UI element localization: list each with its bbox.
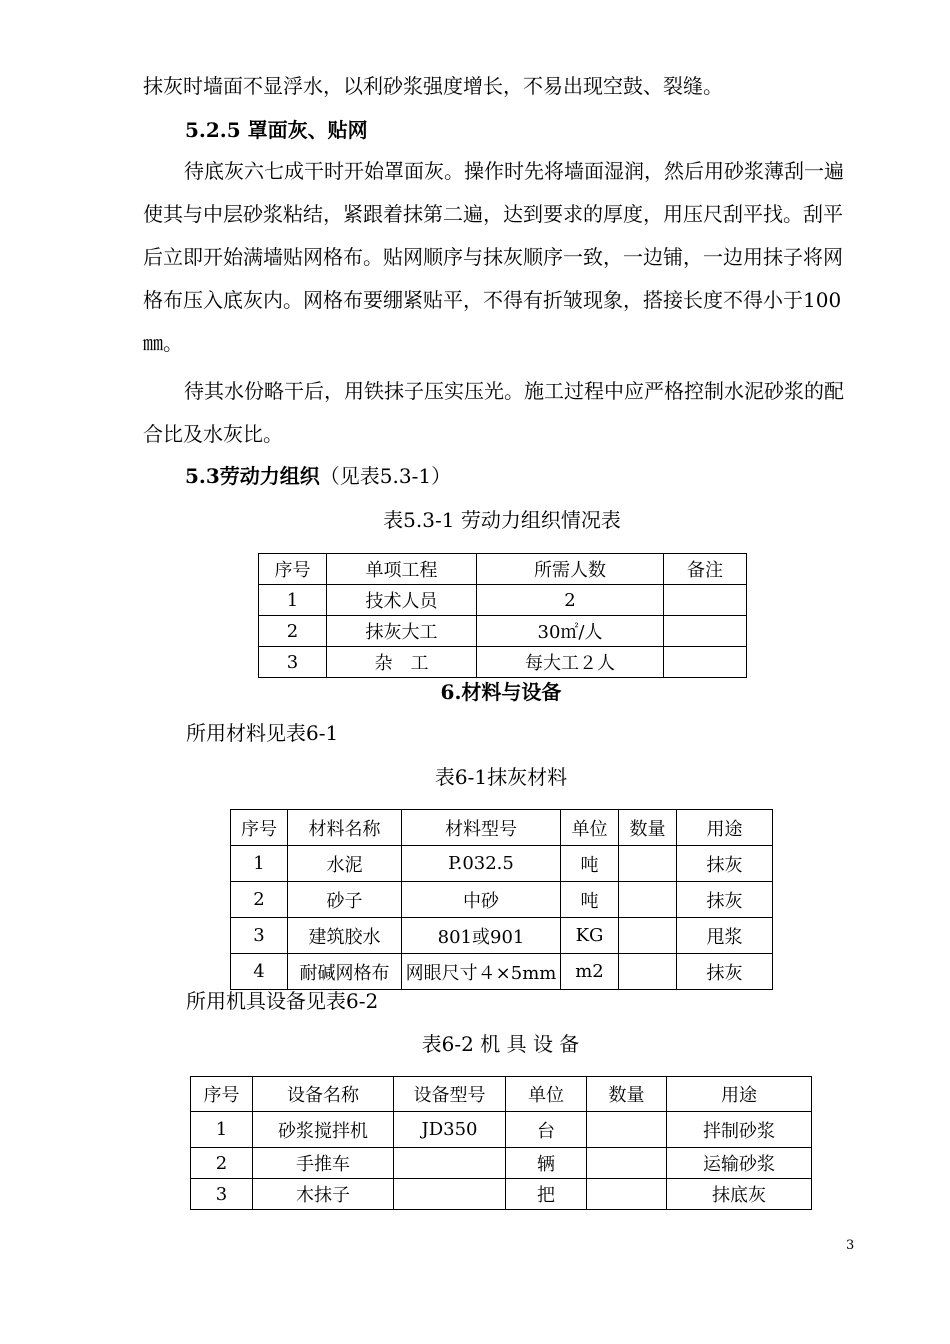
table-cell: 台 — [506, 1112, 587, 1148]
table-cell — [664, 647, 747, 678]
table-cell: 30㎡/人 — [477, 616, 664, 647]
table-cell: 网眼尺寸４×5mm — [402, 954, 561, 990]
table-cell: 砂子 — [288, 882, 402, 918]
table-cell: 2 — [259, 616, 327, 647]
table-cell: 抹灰 — [677, 882, 773, 918]
table-cell: 3 — [231, 918, 288, 954]
table-cell: 把 — [506, 1179, 587, 1210]
table-row — [191, 1112, 812, 1148]
table-cell — [619, 882, 677, 918]
table-cell — [394, 1179, 506, 1210]
table-cell — [587, 1179, 667, 1210]
table-cell: 拌制砂浆 — [667, 1112, 812, 1148]
table-cell: P.032.5 — [402, 846, 561, 882]
table-cell — [587, 1148, 667, 1179]
table-row — [259, 647, 747, 678]
table-header-cell: 数量 — [619, 810, 677, 846]
table-header-cell: 序号 — [259, 554, 327, 585]
table-cell: 4 — [231, 954, 288, 990]
table-cell: 杂 工 — [327, 647, 477, 678]
table-header-cell: 设备型号 — [394, 1077, 506, 1112]
table-cell — [394, 1148, 506, 1179]
table-cell: 甩浆 — [677, 918, 773, 954]
table-cell — [619, 918, 677, 954]
table-header-cell: 用途 — [667, 1077, 812, 1112]
table-header-cell: 单项工程 — [327, 554, 477, 585]
table-cell — [587, 1112, 667, 1148]
table-row — [259, 585, 747, 616]
table-cell — [664, 585, 747, 616]
table-header-cell: 备注 — [664, 554, 747, 585]
table-cell: 抹灰 — [677, 954, 773, 990]
table-cell: KG — [561, 918, 619, 954]
heading-5-3-note: （见表5.3-1） — [319, 464, 452, 488]
heading-5-2-5: 5.2.5 罩面灰、贴网 — [185, 118, 368, 142]
table-row — [231, 918, 773, 954]
table-cell: 吨 — [561, 882, 619, 918]
table-cell: 吨 — [561, 846, 619, 882]
equipment-intro: 所用机具设备见表6-2 — [186, 989, 379, 1013]
table-cell: 耐碱网格布 — [288, 954, 402, 990]
table-cell: 水泥 — [288, 846, 402, 882]
paragraph-2: 待其水份略干后，用铁抹子压实压光。施工过程中应严格控制水泥砂浆的配合比及水灰比。 — [143, 379, 844, 446]
table-header-cell: 所需人数 — [477, 554, 664, 585]
page-number: 3 — [846, 1238, 855, 1253]
table-cell: 砂浆搅拌机 — [253, 1112, 394, 1148]
materials-intro: 所用材料见表6-1 — [186, 721, 339, 745]
table-row — [191, 1179, 812, 1210]
table-cell: 1 — [259, 585, 327, 616]
heading-5-3-title: 5.3劳动力组织 — [185, 464, 320, 488]
table-cell: 抹灰大工 — [327, 616, 477, 647]
table-cell: 抹灰 — [677, 846, 773, 882]
table-cell: 每大工２人 — [477, 647, 664, 678]
table-header-cell: 材料型号 — [402, 810, 561, 846]
table-cell: 运输砂浆 — [667, 1148, 812, 1179]
table-row — [231, 882, 773, 918]
table-header-cell: 用途 — [677, 810, 773, 846]
table-header-row — [259, 554, 747, 585]
table-cell: 2 — [477, 585, 664, 616]
table-cell: 801或901 — [402, 918, 561, 954]
table-header-cell: 单位 — [506, 1077, 587, 1112]
table-header-cell: 序号 — [191, 1077, 253, 1112]
table-header-cell: 设备名称 — [253, 1077, 394, 1112]
table-cell: 手推车 — [253, 1148, 394, 1179]
table-row — [191, 1148, 812, 1179]
table1-caption: 表5.3-1 劳动力组织情况表 — [383, 508, 621, 532]
table-cell: 建筑胶水 — [288, 918, 402, 954]
table-cell: 2 — [191, 1148, 253, 1179]
table-cell: 2 — [231, 882, 288, 918]
table-header-row — [231, 810, 773, 846]
table-cell: 3 — [191, 1179, 253, 1210]
table-header-cell: 单位 — [561, 810, 619, 846]
heading-5-3 — [185, 461, 451, 491]
table-cell: 3 — [259, 647, 327, 678]
table-header-cell: 材料名称 — [288, 810, 402, 846]
labor-table — [258, 553, 747, 678]
table-row — [231, 846, 773, 882]
section-6-heading: 6.材料与设备 — [440, 680, 562, 704]
table-cell: 中砂 — [402, 882, 561, 918]
table-cell: 1 — [191, 1112, 253, 1148]
table-cell: 抹底灰 — [667, 1179, 812, 1210]
table-cell: 技术人员 — [327, 585, 477, 616]
equipment-table — [190, 1076, 812, 1210]
table-cell: m2 — [561, 954, 619, 990]
table-cell: 辆 — [506, 1148, 587, 1179]
body-line-top: 抹灰时墙面不显浮水，以利砂浆强度增长，不易出现空鼓、裂缝。 — [143, 74, 723, 98]
table-cell: JD350 — [394, 1112, 506, 1148]
materials-table — [230, 809, 773, 990]
table-cell — [664, 616, 747, 647]
table-header-cell: 数量 — [587, 1077, 667, 1112]
table3-caption: 表6-2 机 具 设 备 — [421, 1032, 580, 1056]
paragraph-1: 待底灰六七成干时开始罩面灰。操作时先将墙面湿润，然后用砂浆薄刮一遍使其与中层砂浆粘结，紧跟着抹第二遍，达到要求的厚度，用压尺刮平找。刮平后立即开始满墙贴网格布。贴网顺序与抹灰顺序一致，一边铺，一边用抹子将网格布压入底灰内。网格布要绷紧贴平，不得有折皱现象，搭接长度不得小于100㎜。 — [143, 159, 844, 355]
table2-caption: 表6-1抹灰材料 — [434, 765, 568, 789]
table-header-cell: 序号 — [231, 810, 288, 846]
table-header-row — [191, 1077, 812, 1112]
table-cell — [619, 846, 677, 882]
table-cell: 木抹子 — [253, 1179, 394, 1210]
table-cell: 1 — [231, 846, 288, 882]
table-row — [259, 616, 747, 647]
